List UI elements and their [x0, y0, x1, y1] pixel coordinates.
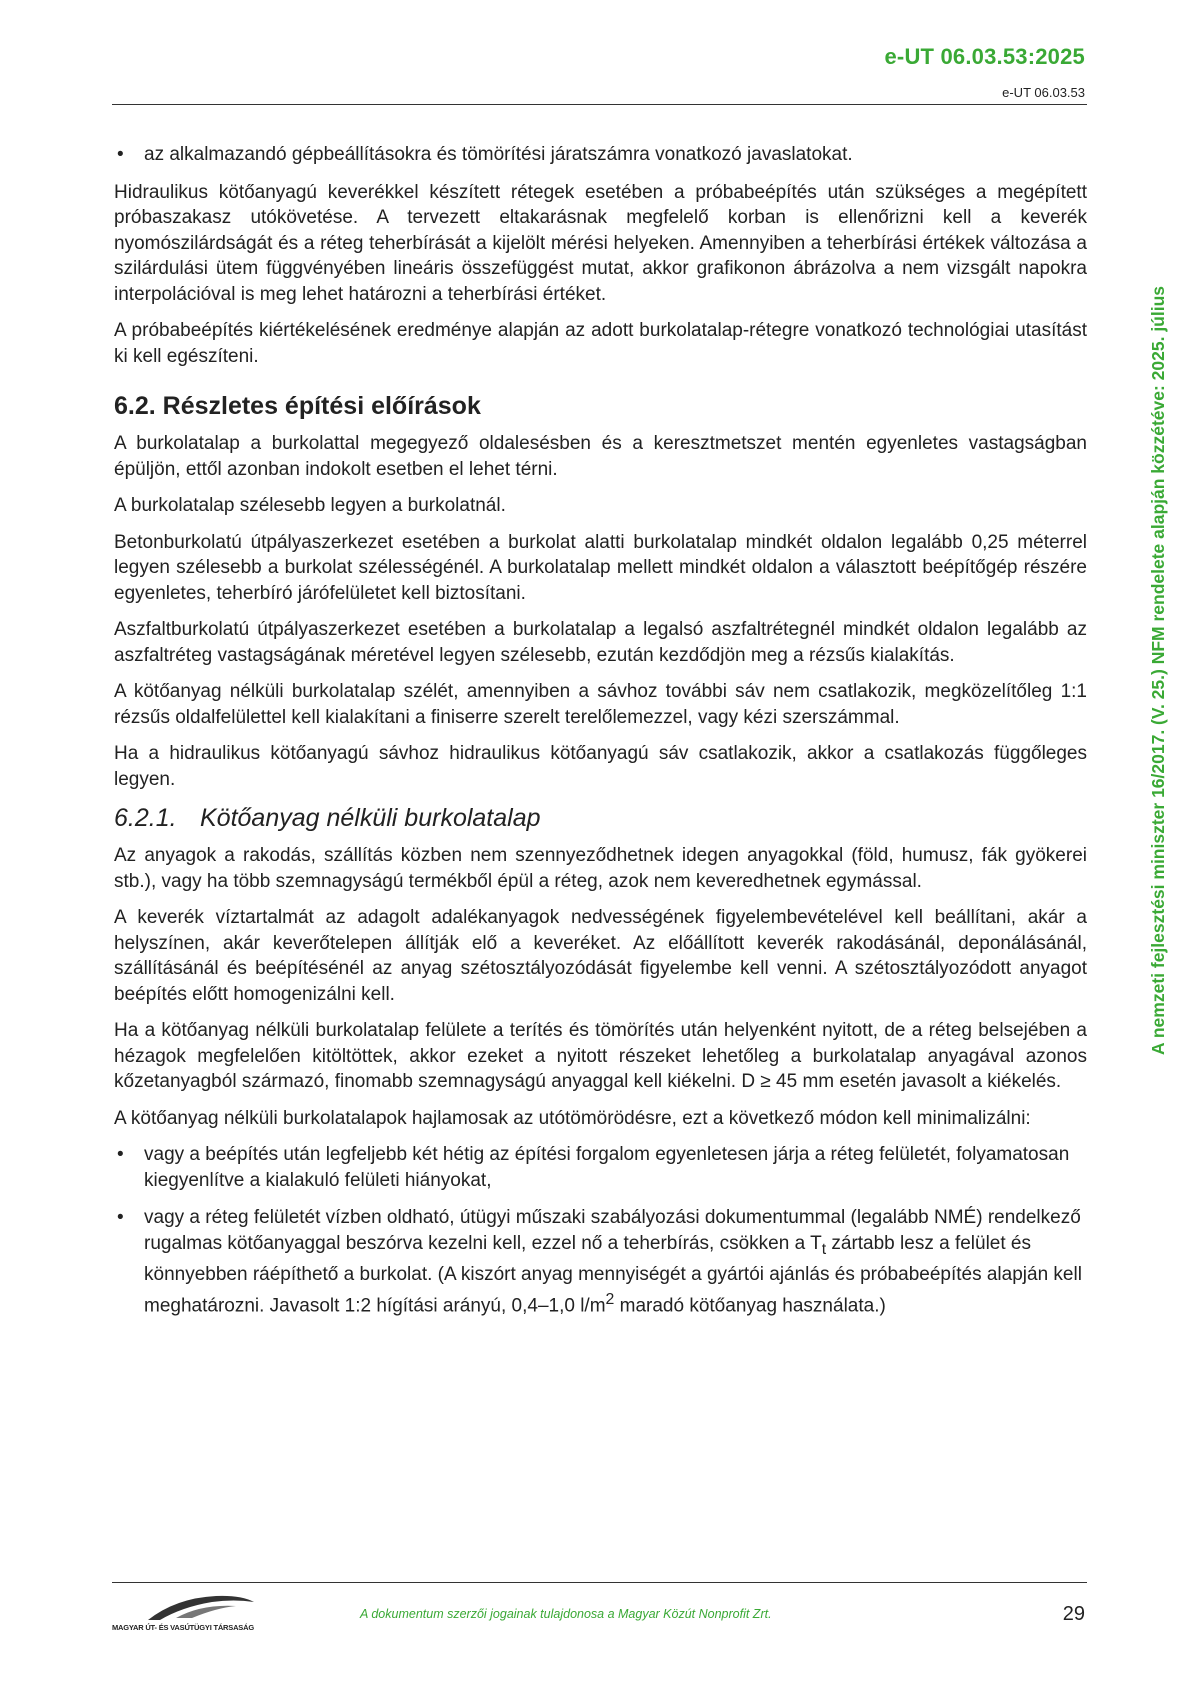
- society-logo: [112, 1590, 272, 1638]
- footer-divider: [112, 1582, 1087, 1583]
- paragraph: A kötőanyag nélküli burkolatalap szélét, amennyiben a sávhoz további sáv nem csatlakozik, megközelítőleg 1:1 rézsűs oldalfelülettel kell kialakítani a finiserre szerelt terelőlemezzel, vagy kézi szerszámmal.: [114, 681, 1087, 728]
- page-number: 29: [1062, 1603, 1085, 1625]
- document-code: e-UT 06.03.53: [1002, 85, 1085, 100]
- section-heading-6-2: 6.2. Részletes építési előírások: [114, 392, 481, 420]
- list-item-text: vagy a beépítés után legfeljebb két hétig az építési forgalom egyenletesen járja a réteg felületét, folyamatosan kiegyenlítve a kialakuló felületi hiányokat,: [144, 1144, 1070, 1191]
- logo-swoosh-icon: [146, 1590, 256, 1624]
- paragraph: Ha a kötőanyag nélküli burkolatalap felülete a terítés és tömörítés után helyenként nyitott, de a réteg belsejében a hézagok megfelelően kitöltöttek, akkor ezeket a nyitott részeket lehetőleg a burkolatalap anyagával azonos kőzetanyagból származó, finomabb szemnagyságú anyaggal kell kiékelni. D ≥ 45 mm esetén javasolt a kiékelés.: [114, 1020, 1087, 1092]
- list-item-text: vagy a réteg felületét vízben oldható, útügyi műszaki szabályozási dokumentummal (legalább NMÉ) rendelkező rugalmas kötőanyaggal beszórva kezelni kell, ezzel nő a teherbírás, csökken a T: [144, 1207, 1081, 1254]
- paragraph: A próbabeépítés kiértékelésének eredménye alapján az adott burkolatalap-rétegre vonatkozó technológiai utasítást ki kell egészíteni.: [114, 320, 1087, 367]
- list-item: [114, 1142, 1087, 1193]
- list-item-text: zártabb lesz a felület és könnyebben ráépíthető a burkolat. (A kiszórt anyag mennyiségét a gyártói ajánlás és próbabeépítés alapján kell meghatározni. Javasolt 1:2 hígítási arányú, 0,4–1,0 l/m: [144, 1232, 1082, 1317]
- paragraph: A burkolatalap a burkolattal megegyező oldalesésben és a keresztmetszet mentén egyenletes vastagságban épüljön, ettől azonban indokolt esetben el lehet térni.: [114, 433, 1087, 480]
- paragraph: Aszfaltburkolatú útpályaszerkezet esetében a burkolatalap a legalsó aszfaltrétegnél mindkét oldalon legalább az aszfaltréteg vastagságának méretével legyen szélesebb, ezután kezdődjön meg a rézsűs kialakítás.: [114, 619, 1087, 666]
- publication-side-note: A nemzeti fejlesztési miniszter 16/2017. (V. 25.) NFM rendelete alapján közzétéve: 2025. július: [1148, 285, 1168, 1055]
- paragraph: Betonburkolatú útpályaszerkezet esetében a burkolat alatti burkolatalap mindkét oldalon legalább 0,25 méterrel legyen szélesebb a burkolat szélességénél. A burkolatalap mellett mindkét oldalon a választott beépítőgép részére egyenletes, teherbíró járófelületet kell biztosítani.: [114, 531, 1087, 604]
- bullet-icon: •: [117, 1144, 124, 1165]
- superscript: 2: [605, 1291, 615, 1309]
- main-content: [114, 142, 1087, 1331]
- copyright-notice: A dokumentum szerzői jogainak tulajdonosa a Magyar Közút Nonprofit Zrt.: [360, 1607, 772, 1621]
- logo-text: MAGYAR ÚT- ÉS VASÚTÜGYI TÁRSASÁG: [112, 1623, 254, 1632]
- paragraph: A keverék víztartalmát az adagolt adalékanyagok nedvességének figyelembevételével kell beállítani, akár a helyszínen, akár keverőtelepen állítják elő a keveréket. Az előállított keverék rakodásánál, deponálásánál, szállításánál és beépítésénél az anyag szétosztályozódását figyelembe kell venni. A szétosztályozódott anyagot beépítés előtt homogenizálni kell.: [114, 907, 1087, 1005]
- list-item-text: maradó kötőanyag használata.): [614, 1295, 886, 1317]
- method-bullet-list: [114, 1142, 1087, 1319]
- paragraph: Az anyagok a rakodás, szállítás közben nem szennyeződhetnek idegen anyagokkal (föld, humusz, fák gyökerei stb.), vagy ha több szemnagyságú termékből épül a réteg, azok nem keveredhetnek egymással.: [114, 845, 1087, 892]
- list-item-text: az alkalmazandó gépbeállításokra és tömörítési járatszámra vonatkozó javaslatokat.: [144, 144, 853, 165]
- paragraph: Hidraulikus kötőanyagú keverékkel készített rétegek esetében a próbabeépítés után szükséges a megépített próbaszakasz utókövetése. A tervezett eltakarásnak megfelelő korban is ellenőrizni kell a keverék nyomószilárdságát és a réteg teherbírását a kijelölt mérési helyeken. Amennyiben a teherbírási értékek változása a szilárdulási ütem függvényében lineáris összefüggést mutat, akkor grafikonon ábrázolva a nem vizsgált napokra interpolációval is meg lehet határozni a teherbírási értéket.: [114, 181, 1087, 305]
- list-item: [114, 1205, 1087, 1319]
- list-item: [114, 142, 1087, 168]
- paragraph: Ha a hidraulikus kötőanyagú sávhoz hidraulikus kötőanyagú sáv csatlakozik, akkor a csatlakozás függőleges legyen.: [114, 743, 1087, 790]
- document-title: e-UT 06.03.53:2025: [884, 44, 1085, 69]
- section-number: 6.2.1.: [114, 804, 177, 832]
- bullet-icon: •: [117, 1207, 124, 1228]
- paragraph: A kötőanyag nélküli burkolatalapok hajlamosak az utótömörödésre, ezt a következő módon kell minimalizálni:: [114, 1107, 1031, 1129]
- intro-bullet-list: [114, 142, 1087, 168]
- bullet-icon: •: [117, 144, 124, 165]
- paragraph: A burkolatalap szélesebb legyen a burkolatnál.: [114, 495, 506, 516]
- subscript: t: [821, 1240, 827, 1258]
- section-heading-6-2-1: [114, 803, 1087, 833]
- header-divider: [112, 104, 1087, 105]
- section-title: Kötőanyag nélküli burkolatalap: [200, 804, 541, 832]
